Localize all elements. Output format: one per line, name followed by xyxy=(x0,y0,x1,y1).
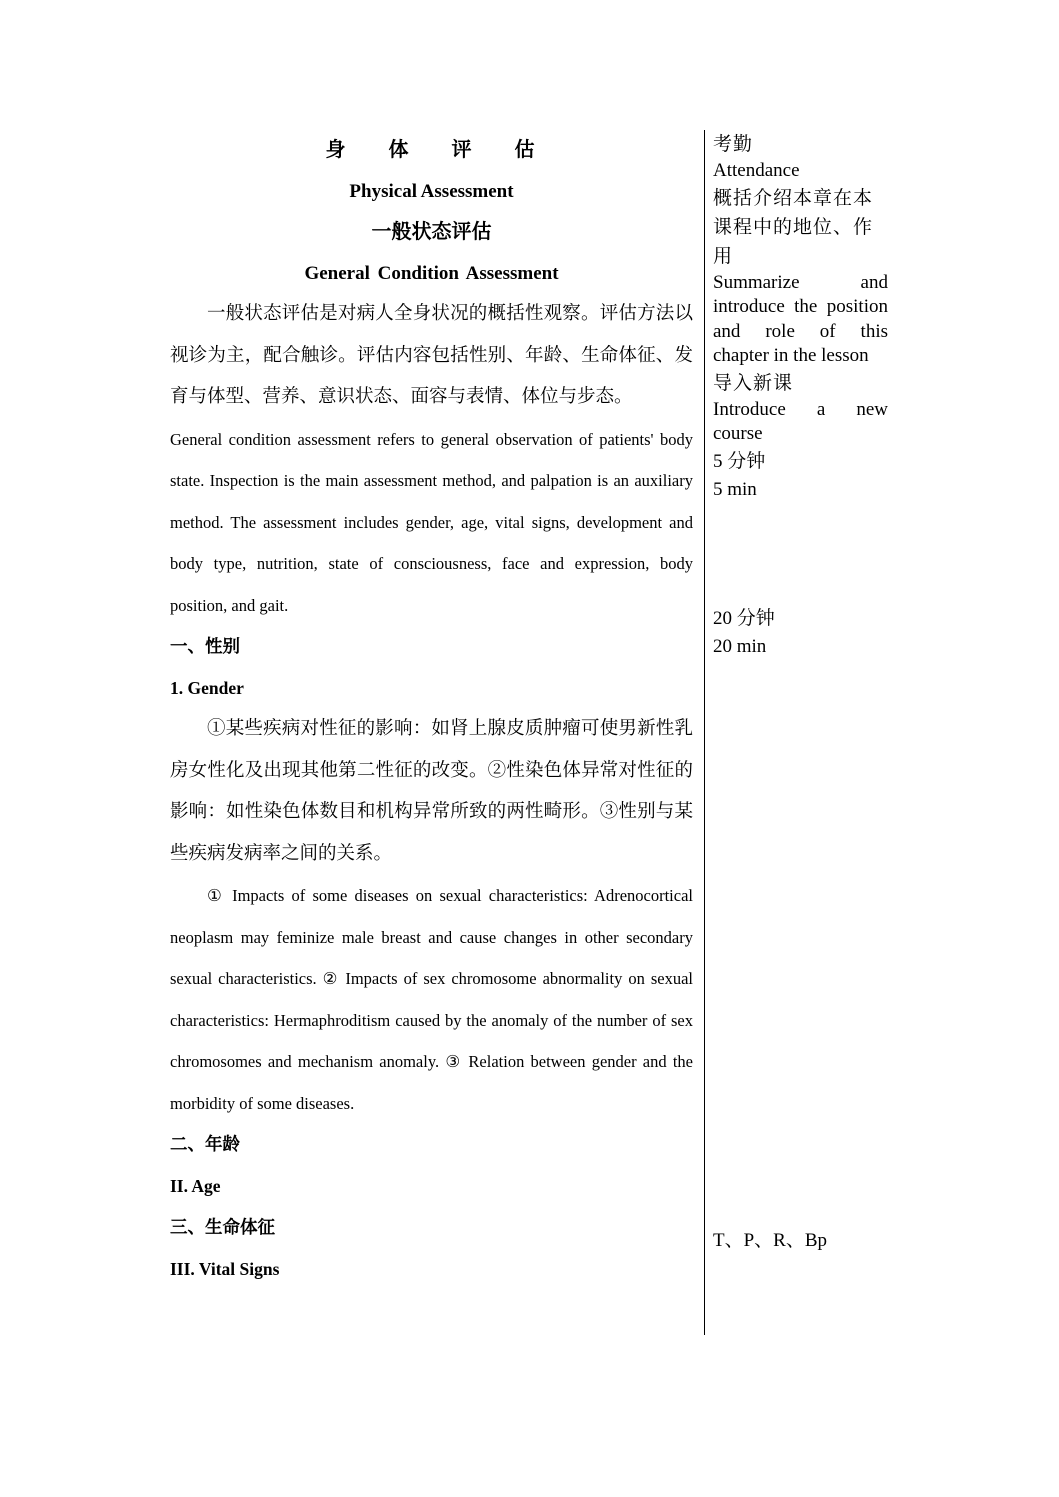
doc-title-en: Physical Assessment xyxy=(349,181,514,202)
heading-gender-cn: 一、性别 xyxy=(170,636,240,656)
gender-paragraph-cn: ①某些疾病对性征的影响：如肾上腺皮质肿瘤可使男新性乳房女性化及出现其他第二性征的改变。②性染色体异常对性征的影响：如性染色体数目和机构异常所致的两性畸形。③性别与某些疾病发病率之间的关系。 xyxy=(170,719,693,864)
notes-column xyxy=(713,130,888,1253)
heading-vitals-en: III. Vital Signs xyxy=(170,1258,280,1279)
note-new-course-cn: 导入新课 xyxy=(713,372,794,394)
note-summary-cn: 概括介绍本章在本课程中的地位、作用 xyxy=(713,187,874,267)
note-new-course-en: Introduce a new course xyxy=(713,398,888,444)
note-time2-en: 20 min xyxy=(713,635,767,657)
note-vitals: T、P、R、Bp xyxy=(713,1229,828,1251)
note-spacer-2 xyxy=(713,661,888,1229)
section-title-cn: 一般状态评估 xyxy=(371,221,492,243)
intro-paragraph-cn: 一般状态评估是对病人全身状况的概括性观察。评估方法以视诊为主，配合触诊。评估内容包括性别、年龄、生命体征、发育与体型、营养、意识状态、面容与表情、体位与步态。 xyxy=(170,304,693,407)
note-attendance-en: Attendance xyxy=(713,160,800,181)
doc-title-cn: 身 体 评 估 xyxy=(325,139,554,161)
heading-age-en: II. Age xyxy=(170,1175,221,1196)
section-title-en: General Condition Assessment xyxy=(304,263,559,284)
note-summary-en: Summarize and introduce the position and role of this chapter in the lesson xyxy=(713,271,888,366)
main-column xyxy=(170,130,693,1290)
note-attendance-cn: 考勤 xyxy=(713,134,754,155)
intro-paragraph-en: General condition assessment refers to general observation of patients' body state. Inspection is the main assessment method, and palpation is an auxiliary method. The assessment includes gender, age, vital signs, development and body type, nutrition, state of consciousness, face and expression, body position, and gait. xyxy=(170,429,693,615)
note-time1-cn: 5 分钟 xyxy=(713,450,766,472)
note-time1-en: 5 min xyxy=(713,478,757,500)
column-divider xyxy=(704,130,705,1335)
note-time2-cn: 20 分钟 xyxy=(713,607,775,629)
heading-gender-en: 1. Gender xyxy=(170,677,244,698)
heading-vitals-cn: 三、生命体征 xyxy=(170,1217,275,1237)
gender-paragraph-en: ① Impacts of some diseases on sexual characteristics: Adrenocortical neoplasm may feminize male breast and cause changes in other secondary sexual characteristics. ② Impacts of sex chromosome abnormality on sexual characteristics: Hermaphroditism caused by the anomaly of the number of sex chromosomes and mechanism anomaly. ③ Relation between gender and the morbidity of some diseases. xyxy=(170,886,693,1113)
note-spacer-1 xyxy=(713,504,888,604)
heading-age-cn: 二、年龄 xyxy=(170,1134,240,1154)
